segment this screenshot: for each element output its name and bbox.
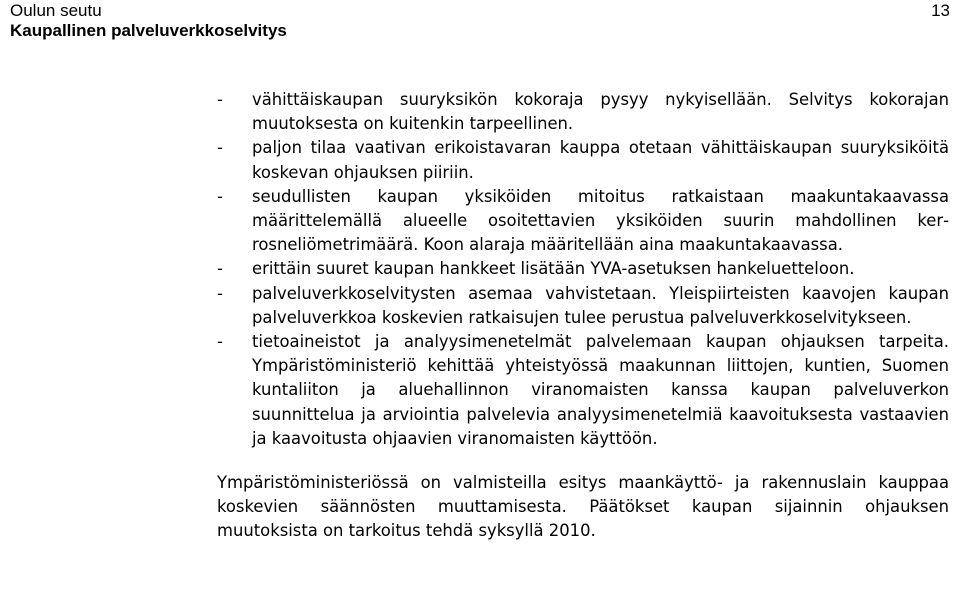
- header-org-name: Oulun seutu: [10, 1, 102, 20]
- bullet-dash: -: [217, 186, 223, 206]
- page-number: 13: [931, 1, 950, 20]
- bullet-item: [217, 257, 949, 281]
- bullet-dash: -: [217, 332, 223, 352]
- bullet-item-text: seudullisten kaupan yksiköiden mitoitus ratkaistaan maakuntakaavassa määrittelemällä alueelle osoitettavien yksiköiden suurin mahdollinen kerrosneliömetrimäärä. Koon alaraja määritellään aina maakuntakaavassa.: [252, 186, 949, 255]
- bullet-list: [217, 88, 949, 451]
- bullet-dash: -: [217, 138, 223, 158]
- page-header: [10, 0, 950, 44]
- body-content: [217, 88, 949, 544]
- closing-paragraph: Ympäristöministeriössä on valmisteilla esitys maankäyttö- ja rakennuslain kauppaa koskevien säännösten muuttamisesta. Päätökset kaupan sijainnin ohjauksen muutoksista on tarkoitus tehdä syksyllä 2010.: [217, 473, 949, 541]
- bullet-dash: -: [217, 259, 223, 279]
- header-document-title: Kaupallinen palveluverkkoselvitys: [10, 21, 287, 40]
- bullet-item-text: erittäin suuret kaupan hankkeet lisätään YVA-asetuksen hankeluetteloon.: [252, 259, 855, 279]
- bullet-dash: -: [217, 90, 223, 109]
- bullet-item: [217, 282, 949, 330]
- bullet-item: [217, 88, 949, 136]
- bullet-item-text: tietoaineistot ja analyysimenetelmät palvelemaan kaupan ohjauksen tarpeita. Ympäristöministeriö kehittää yhteistyössä maakunnan liittojen, kuntien, Suomen kuntaliiton ja aluehallinnon viranomaisten kanssa kaupan palveluverkon suunnittelua ja arviointia palvelevia analyysimenetelmiä kaavoituksesta vastaavien ja kaavoitusta ohjaavien viranomaisten käyttöön.: [252, 332, 949, 448]
- bullet-dash: -: [217, 283, 223, 303]
- bullet-item: [217, 330, 949, 451]
- bullet-item-text: paljon tilaa vaativan erikoistavaran kauppa otetaan vähittäiskaupan suuryksiköitä koskevan ohjauksen piiriin.: [252, 138, 949, 182]
- bullet-item: [217, 185, 949, 258]
- bullet-item: [217, 136, 949, 184]
- bullet-item-text: palveluverkkoselvitysten asemaa vahvistetaan. Yleispiirteisten kaavojen kaupan palveluverkkoa koskevien ratkaisujen tulee perustua palveluverkkoselvitykseen.: [252, 283, 949, 327]
- bullet-item-text: vähittäiskaupan suuryksikön kokoraja pysyy nykyisellään. Selvitys kokorajan muutoksesta on kuitenkin tarpeellinen.: [252, 90, 949, 134]
